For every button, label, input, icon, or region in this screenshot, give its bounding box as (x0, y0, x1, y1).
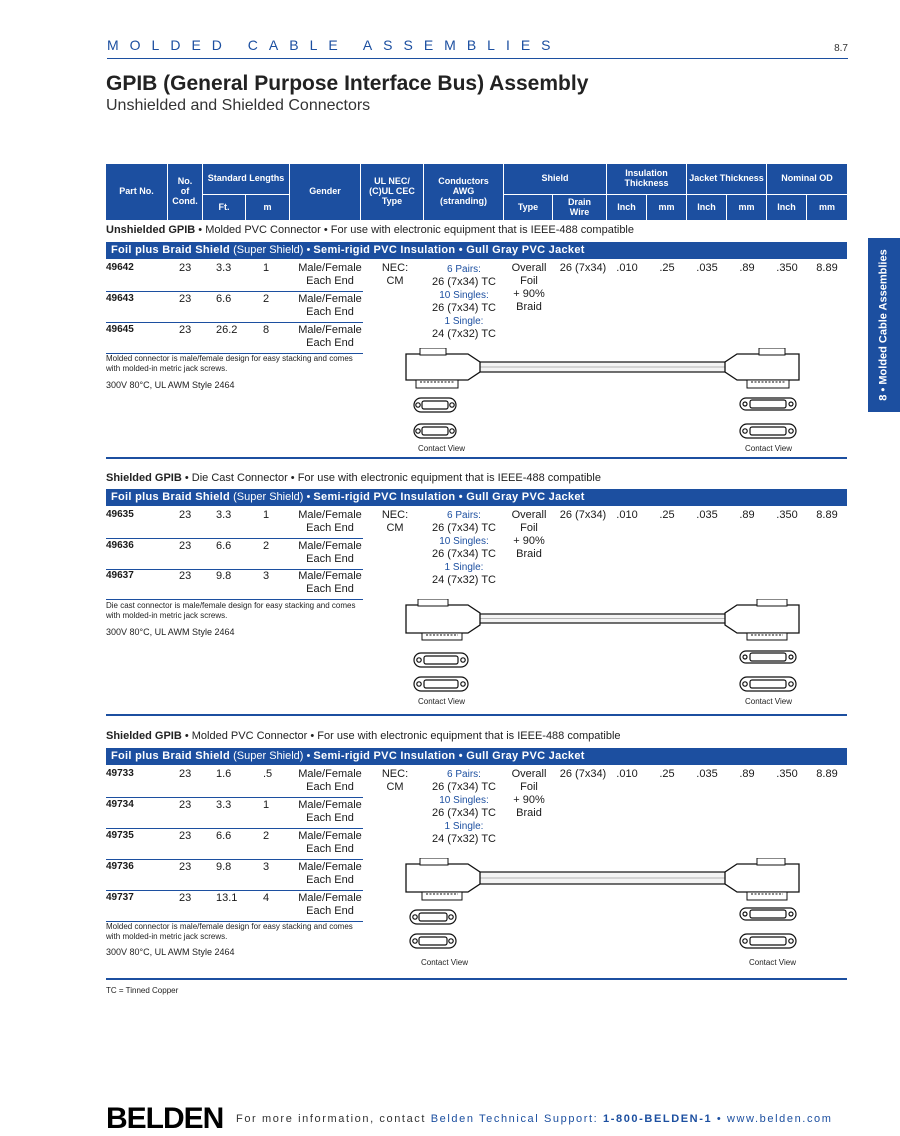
col-cond-awg-line2: AWG (452, 186, 475, 197)
cond-count: 23 (179, 799, 192, 811)
gender-line1: Male/Female (298, 830, 362, 842)
gender-line2: Each End (306, 583, 354, 595)
gender-line1: Male/Female (298, 768, 362, 780)
ul-line2: CM (386, 275, 404, 287)
gender-line2: Each End (306, 553, 354, 565)
section-title-rest: • Die Cast Connector • For use with electronic equipment that is IEEE-488 compatible (181, 472, 601, 484)
length-ft: 13.1 (216, 892, 238, 904)
col-shield: Shield (504, 164, 607, 194)
length-m: 8 (263, 324, 270, 336)
table-header (106, 164, 847, 220)
gender (296, 892, 364, 918)
connector-note: Molded connector is male/female design for easy stacking and comes with molded-in metric jack screws. (106, 354, 353, 373)
cond-count: 23 (179, 861, 192, 873)
belden-logo: BELDEN (106, 1102, 224, 1135)
shield-line3: + 90% (513, 794, 545, 806)
shield-line1: Overall (511, 768, 547, 780)
band-plain: (Super Shield) • (230, 750, 314, 762)
single1-value: 24 (7x32) TC (432, 574, 496, 586)
pairs-value: 26 (7x34) TC (432, 276, 496, 288)
length-ft: 6.6 (216, 830, 232, 842)
ins-mm: .25 (659, 768, 675, 780)
col-ul-line1: UL NEC/ (374, 176, 410, 187)
col-shield-type: Type (504, 194, 553, 220)
col-od-mm: mm (807, 194, 847, 220)
drain-wire: 26 (7x34) (559, 262, 607, 274)
length-m: 2 (263, 293, 270, 305)
cond-count: 23 (179, 324, 192, 336)
gender (296, 293, 364, 319)
gender-line1: Male/Female (298, 262, 362, 274)
rating: 300V 80°C, UL AWM Style 2464 (106, 380, 235, 390)
section-title-bold: Unshielded GPIB (106, 224, 196, 236)
part-number: 49735 (106, 830, 134, 841)
singles10-value: 26 (7x34) TC (432, 548, 496, 560)
table-row (106, 829, 363, 860)
header-rule (107, 58, 848, 59)
section-title-rest: • Molded PVC Connector • For use with electronic equipment that is IEEE-488 compatible (181, 730, 621, 742)
shield-line3: + 90% (513, 288, 545, 300)
contact-support: Belden Technical Support: (430, 1113, 603, 1125)
jacket-mm: .89 (739, 262, 755, 274)
ul-line1: NEC: (381, 768, 409, 780)
page-subtitle: Unshielded and Shielded Connectors (106, 97, 371, 114)
col-jacket: Jacket Thickness (687, 164, 767, 194)
singles10-label: 10 Singles: (439, 536, 489, 547)
gender-line2: Each End (306, 905, 354, 917)
jacket-mm: .89 (739, 768, 755, 780)
single1-value: 24 (7x32) TC (432, 833, 496, 845)
length-ft: 9.8 (216, 570, 232, 582)
section-band (106, 748, 847, 765)
pairs-value: 26 (7x34) TC (432, 522, 496, 534)
gender (296, 830, 364, 856)
contact-text: For more information, contact (236, 1113, 431, 1125)
gender-line1: Male/Female (298, 324, 362, 336)
part-number: 49635 (106, 509, 134, 520)
col-cond-line2: of (180, 186, 190, 197)
length-m: 2 (263, 540, 270, 552)
length-ft: 3.3 (216, 262, 232, 274)
conductor-spec (405, 768, 523, 846)
page-title: GPIB (General Purpose Interface Bus) Assembly (106, 72, 589, 95)
col-drain-wire (553, 194, 607, 220)
length-m: 2 (263, 830, 270, 842)
ul-line2: CM (386, 781, 404, 793)
table-row (106, 569, 363, 600)
shield-line1: Overall (511, 509, 547, 521)
table-row (106, 798, 363, 829)
length-m: 3 (263, 570, 270, 582)
shield-line2: Foil (520, 781, 538, 793)
gender-line1: Male/Female (298, 540, 362, 552)
jacket-inch: .035 (696, 509, 718, 521)
length-ft: 6.6 (216, 293, 232, 305)
footnote: TC = Tinned Copper (106, 986, 179, 995)
gender-line2: Each End (306, 781, 354, 793)
section-title-bold: Shielded GPIB (106, 730, 182, 742)
conductor-spec (405, 509, 523, 587)
cond-count: 23 (179, 768, 192, 780)
length-m: 4 (263, 892, 270, 904)
cond-count: 23 (179, 570, 192, 582)
singles10-value: 26 (7x34) TC (432, 807, 496, 819)
col-jk-mm: mm (727, 194, 767, 220)
length-m: 3 (263, 861, 270, 873)
connector-note: Die cast connector is male/female design for easy stacking and comes with molded-in metric jack screws. (106, 601, 356, 620)
phone-link[interactable]: 1-800-BELDEN-1 (603, 1113, 713, 1125)
gender-line2: Each End (306, 275, 354, 287)
shield-line4: Braid (516, 548, 542, 560)
cond-count: 23 (179, 293, 192, 305)
footer-separator: • (712, 1113, 727, 1125)
section-title-bold: Shielded GPIB (106, 472, 182, 484)
gender-line2: Each End (306, 522, 354, 534)
singles10-label: 10 Singles: (439, 795, 489, 806)
table-row (106, 539, 363, 570)
gender-line2: Each End (306, 812, 354, 824)
ins-inch: .010 (616, 768, 638, 780)
gender (296, 861, 364, 887)
col-ins-mm: mm (647, 194, 687, 220)
jacket-inch: .035 (696, 262, 718, 274)
od-mm: 8.89 (816, 768, 838, 780)
conductor-spec (405, 263, 523, 341)
od-inch: .350 (776, 768, 798, 780)
pairs-label: 6 Pairs: (447, 510, 481, 521)
gender (296, 262, 364, 288)
part-number: 49642 (106, 262, 134, 273)
length-ft: 9.8 (216, 861, 232, 873)
shield-line4: Braid (516, 807, 542, 819)
connector-note: Molded connector is male/female design for easy stacking and comes with molded-in metric jack screws. (106, 922, 353, 941)
cable-assembly-illustration (400, 858, 805, 958)
col-cond-awg-line1: Conductors (438, 176, 489, 187)
website-link[interactable]: www.belden.com (726, 1113, 833, 1125)
section-band (106, 242, 847, 259)
contact-view-label: Contact View (745, 697, 792, 706)
length-ft: 3.3 (216, 509, 232, 521)
gender (296, 540, 364, 566)
part-number: 49733 (106, 768, 134, 779)
ins-mm: .25 (659, 509, 675, 521)
gender-line1: Male/Female (298, 509, 362, 521)
section-rule (106, 714, 847, 716)
contact-view-label: Contact View (421, 958, 468, 967)
col-cond-line1: No. (177, 176, 193, 187)
table-row (106, 860, 363, 891)
shield-type (509, 509, 549, 561)
gender-line1: Male/Female (298, 892, 362, 904)
col-ins-line1: Insulation (625, 168, 668, 179)
drain-wire: 26 (7x34) (559, 509, 607, 521)
single1-label: 1 Single: (444, 821, 484, 832)
gender (296, 509, 364, 535)
cond-count: 23 (179, 262, 192, 274)
section-title (106, 730, 621, 742)
section-title (106, 224, 634, 236)
band-bold-1: Foil plus Braid Shield (111, 491, 231, 503)
col-m: m (246, 194, 290, 220)
gender-line1: Male/Female (298, 861, 362, 873)
pairs-label: 6 Pairs: (447, 769, 481, 780)
col-jk-inch: Inch (687, 194, 727, 220)
section-rule (106, 457, 847, 459)
band-bold-2: Semi-rigid PVC Insulation • Gull Gray PVC Jacket (313, 491, 585, 503)
gender-line1: Male/Female (298, 293, 362, 305)
page-number: 8.7 (834, 43, 848, 54)
ins-mm: .25 (659, 262, 675, 274)
col-gender: Gender (290, 164, 361, 220)
length-m: 1 (263, 509, 270, 521)
gender-line2: Each End (306, 874, 354, 886)
contact-view-label: Contact View (745, 444, 792, 453)
col-standard-lengths: Standard Lengths (203, 164, 290, 194)
col-no-of-cond (168, 164, 203, 220)
ul-line1: NEC: (381, 262, 409, 274)
col-insulation (607, 164, 687, 194)
table-row (106, 323, 363, 354)
length-m: 1 (263, 262, 270, 274)
band-bold-1: Foil plus Braid Shield (111, 244, 231, 256)
col-drain-line1: Drain (567, 196, 591, 207)
length-ft: 1.6 (216, 768, 232, 780)
gender-line2: Each End (306, 337, 354, 349)
band-plain: (Super Shield) • (230, 491, 314, 503)
col-od-inch: Inch (767, 194, 807, 220)
shield-line2: Foil (520, 275, 538, 287)
part-number: 49736 (106, 861, 134, 872)
col-ins-line2: Thickness (624, 178, 669, 188)
length-m: .5 (263, 768, 273, 780)
table-row (106, 508, 363, 539)
running-head: MOLDED CABLE ASSEMBLIES (107, 37, 562, 53)
section-band (106, 489, 847, 506)
single1-label: 1 Single: (444, 316, 484, 327)
od-inch: .350 (776, 509, 798, 521)
col-ul (361, 164, 424, 220)
shield-line1: Overall (511, 262, 547, 274)
col-ul-line2: (C)UL CEC (369, 186, 415, 197)
part-number: 49645 (106, 324, 134, 335)
cond-count: 23 (179, 509, 192, 521)
col-drain-line2: Wire (569, 206, 590, 217)
section-title (106, 472, 601, 484)
section-rule (106, 978, 847, 980)
gender (296, 768, 364, 794)
col-conductors (424, 164, 504, 220)
side-tab-label: 8 • Molded Cable Assemblies (878, 249, 891, 401)
ul-line2: CM (386, 522, 404, 534)
length-ft: 26.2 (216, 324, 238, 336)
gender-line1: Male/Female (298, 799, 362, 811)
part-number: 49734 (106, 799, 134, 810)
jacket-mm: .89 (739, 509, 755, 521)
length-m: 1 (263, 799, 270, 811)
col-ins-inch: Inch (607, 194, 647, 220)
gender (296, 570, 364, 596)
gender-line2: Each End (306, 306, 354, 318)
rating: 300V 80°C, UL AWM Style 2464 (106, 627, 235, 637)
single1-label: 1 Single: (444, 562, 484, 573)
table-row (106, 767, 363, 798)
shield-type (509, 768, 549, 820)
part-number: 49737 (106, 892, 134, 903)
pairs-label: 6 Pairs: (447, 264, 481, 275)
shield-line3: + 90% (513, 535, 545, 547)
cable-assembly-illustration (400, 348, 805, 456)
contact-view-label: Contact View (418, 444, 465, 453)
shield-line4: Braid (516, 301, 542, 313)
shield-type (509, 262, 549, 314)
jacket-inch: .035 (696, 768, 718, 780)
contact-view-label: Contact View (418, 697, 465, 706)
section-title-rest: • Molded PVC Connector • For use with electronic equipment that is IEEE-488 compatible (195, 224, 634, 236)
ins-inch: .010 (616, 262, 638, 274)
band-bold-2: Semi-rigid PVC Insulation • Gull Gray PVC Jacket (313, 750, 585, 762)
side-tab (868, 238, 900, 412)
part-number: 49637 (106, 570, 134, 581)
gender (296, 799, 364, 825)
length-ft: 6.6 (216, 540, 232, 552)
table-row (106, 292, 363, 323)
table-row (106, 891, 363, 922)
band-bold-1: Foil plus Braid Shield (111, 750, 231, 762)
band-plain: (Super Shield) • (230, 244, 314, 256)
gender-line2: Each End (306, 843, 354, 855)
gender (296, 324, 364, 350)
col-ul-line3: Type (381, 195, 403, 206)
singles10-value: 26 (7x34) TC (432, 302, 496, 314)
part-number: 49636 (106, 540, 134, 551)
od-inch: .350 (776, 262, 798, 274)
col-ft: Ft. (203, 194, 246, 220)
col-nominal-od: Nominal OD (781, 173, 833, 184)
col-cond-line3: Cond. (172, 195, 198, 206)
single1-value: 24 (7x32) TC (432, 328, 496, 340)
cond-count: 23 (179, 540, 192, 552)
od-mm: 8.89 (816, 509, 838, 521)
length-ft: 3.3 (216, 799, 232, 811)
shield-line2: Foil (520, 522, 538, 534)
ul-line1: NEC: (381, 509, 409, 521)
gender-line1: Male/Female (298, 570, 362, 582)
footer-contact (236, 1113, 833, 1125)
cable-assembly-illustration (400, 599, 805, 699)
rating: 300V 80°C, UL AWM Style 2464 (106, 947, 235, 957)
pairs-value: 26 (7x34) TC (432, 781, 496, 793)
singles10-label: 10 Singles: (439, 290, 489, 301)
table-row (106, 261, 363, 292)
ins-inch: .010 (616, 509, 638, 521)
od-mm: 8.89 (816, 262, 838, 274)
cond-count: 23 (179, 830, 192, 842)
cond-count: 23 (179, 892, 192, 904)
col-part-no: Part No. (106, 164, 168, 220)
drain-wire: 26 (7x34) (559, 768, 607, 780)
part-number: 49643 (106, 293, 134, 304)
contact-view-label: Contact View (749, 958, 796, 967)
band-bold-2: Semi-rigid PVC Insulation • Gull Gray PVC Jacket (313, 244, 585, 256)
col-cond-awg-line3: (stranding) (440, 195, 487, 206)
